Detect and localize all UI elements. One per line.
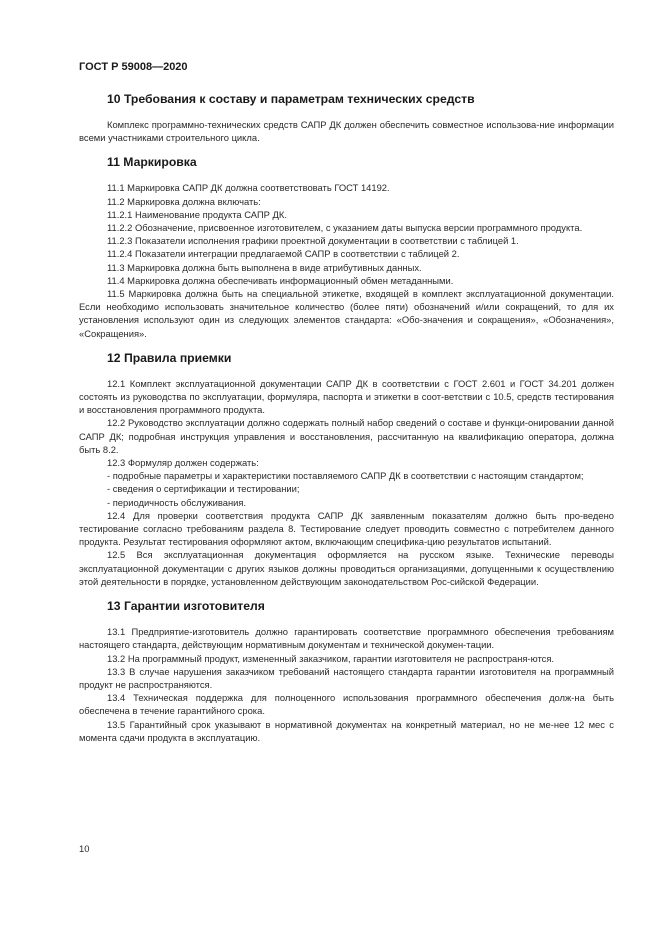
paragraph: 13.2 На программный продукт, измененный заказчиком, гарантии изготовителя не распространя-ются. [107,652,555,664]
paragraph: 11.2.3 Показатели исполнения графики проектной документации в соответствии с таблицей 1. [107,235,519,247]
paragraph: 12.4 Для проверки соответствия продукта САПР ДК заявленным показателям должно быть про-ведено тестирование согласно требованиям раздела 8. Тестирование следует проводить совместно с потребителем данного продукта. Результат тестирования оформляют актом, включающим специфика-цию результатов испытаний. [79,509,614,548]
paragraph: 11.1 Маркировка САПР ДК должна соответствовать ГОСТ 14192. [107,182,390,194]
section-11-title: 11 Маркировка [107,155,197,170]
list-item: - периодичность обслуживания. [107,496,247,508]
paragraph: 11.2.4 Показатели интеграции предлагаемой САПР в соответствии с таблицей 2. [107,248,460,260]
paragraph: 13.3 В случае нарушения заказчиком требований настоящего стандарта гарантии изготовителя на программный продукт не распространяются. [79,665,614,690]
document-header: ГОСТ Р 59008—2020 [79,61,188,73]
paragraph: 12.2 Руководство эксплуатации должно содержать полный набор сведений о составе и функци-онировании данной САПР ДК; подробная инструкция управления и восстановления, рассчитанную на квалификацию оператора, должна быть 8.2. [79,417,614,455]
section-12 [79,351,614,588]
paragraph: Комплекс программно-технических средств САПР ДК должен обеспечить совместное использова-ние информации всеми участниками строительного цикла. [79,119,614,144]
section-10-title: 10 Требования к составу и параметрам технических средств [107,92,475,106]
paragraph: 11.3 Маркировка должна быть выполнена в виде атрибутивных данных. [107,261,422,273]
paragraph: 11.2.2 Обозначение, присвоенное изготовителем, с указанием даты выпуска версии программного продукта. [107,222,583,234]
paragraph: 11.5 Маркировка должна быть на специальной этикетке, входящей в комплект эксплуатационной документации. Если необходимо использовать значительное количество (более пяти) обозначений и/или сокращений, то для их установления используют один из следующих элементов стандарта: «Обо-значения и сокращения», «Обозначения», «Сокращения». [79,288,614,339]
list-item: - сведения о сертификации и тестировании; [107,483,300,495]
section-11 [79,155,614,339]
section-12-title: 12 Правила приемки [107,350,232,365]
paragraph: 11.2 Маркировка должна включать: [107,195,261,207]
document-body [79,92,614,755]
paragraph: 11.2.1 Наименование продукта САПР ДК. [107,208,287,220]
section-10 [79,92,614,144]
paragraph: 13.5 Гарантийный срок указывают в нормативной документах на конкретный материал, но не ме-нее 12 мес с момента сдачи продукта в эксплуатацию. [79,718,614,743]
paragraph: 12.5 Вся эксплуатационная документация оформляется на русском языке. Технические переводы эксплуатационной документации с других языков должны проводиться организациями, допущенными к осуществлению этой деятельности в порядке, установленном действующим законодательством Рос-сийской Федерации. [79,549,614,587]
paragraph: 11.4 Маркировка должна обеспечивать информационный обмен метаданными. [107,274,454,286]
paragraph: 13.4 Техническая поддержка для полноценного использования программного обеспечения долж-на быть обеспечена в течение гарантийного срока. [79,692,614,717]
list-item: - подробные параметры и характеристики поставляемого САПР ДК в соответствии с настоящим стандартом; [107,470,584,482]
paragraph: 12.1 Комплект эксплуатационной документации САПР ДК в соответствии с ГОСТ 2.601 и ГОСТ 34.201 должен состоять из руководства по эксплуатации, формуляра, паспорта и этикетки в соот-ветствии с 10.5, средств тестирования и восстановления программного продукта. [79,377,614,416]
paragraph: 13.1 Предприятие-изготовитель должно гарантировать соответствие программного обеспечения требованиям настоящего стандарта, действующим нормативным документам и технической докумен-тации. [79,626,614,651]
section-13-title: 13 Гарантии изготовителя [107,599,265,614]
page-number: 10 [79,843,90,854]
section-13 [79,599,614,744]
paragraph: 12.3 Формуляр должен содержать: [107,457,259,469]
